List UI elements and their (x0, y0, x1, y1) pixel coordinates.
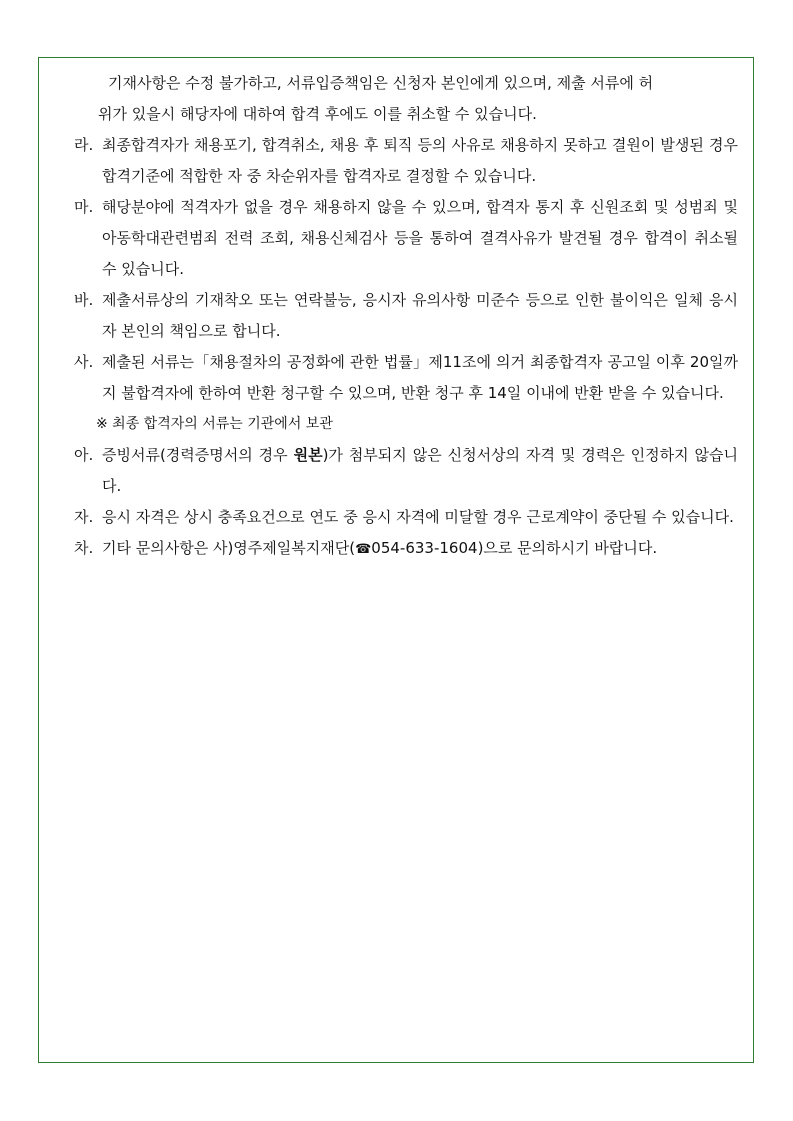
item-text-before: 증빙서류(경력증명서의 경우 (102, 446, 294, 464)
list-item-ra (74, 130, 738, 192)
phone-icon: ☎ (355, 542, 372, 557)
item-marker: 마. (74, 198, 94, 216)
intro-paragraph-cont (74, 99, 738, 130)
item-text-after: )으로 문의하시기 바랍니다. (477, 539, 658, 557)
item-text-before: 기타 문의사항은 사)영주제일복지재단( (102, 539, 356, 557)
note-text: ※ 최종 합격자의 서류는 기관에서 보관 (96, 416, 333, 432)
intro-paragraph (74, 68, 738, 99)
storage-note (74, 409, 738, 440)
item-marker: 라. (74, 136, 94, 154)
document-body (74, 68, 738, 565)
phone-number: 054-633-1604 (371, 539, 478, 557)
list-item-sa (74, 347, 738, 409)
list-item-ba (74, 285, 738, 347)
item-marker: 사. (74, 353, 94, 371)
list-item-ma (74, 192, 738, 285)
item-text-after: )가 첨부되지 않은 신청서상의 자격 및 경력은 인정하지 않습니다. (102, 446, 738, 495)
item-text: 해당분야에 적격자가 없을 경우 채용하지 않을 수 있으며, 합격자 통지 후 신원조회 및 성범죄 및 아동학대관련범죄 전력 조회, 채용신체검사 등을 통하여 결격사유가 발견될 경우 합격이 취소될 수 있습니다. (102, 198, 738, 278)
item-marker: 바. (74, 291, 94, 309)
intro-line-2: 위가 있을시 해당자에 대하여 합격 후에도 이를 취소할 수 있습니다. (98, 105, 537, 123)
intro-line-1: 기재사항은 수정 불가하고, 서류입증책임은 신청자 본인에게 있으며, 제출 서류에 허 (108, 74, 654, 92)
item-marker: 아. (74, 446, 94, 464)
item-text: 제출된 서류는「채용절차의 공정화에 관한 법률」제11조에 의거 최종합격자 공고일 이후 20일까지 불합격자에 한하여 반환 청구할 수 있으며, 반환 청구 후 14일 이내에 반환 받을 수 있습니다. (102, 353, 738, 402)
list-item-a (74, 440, 738, 502)
item-text: 응시 자격은 상시 충족요건으로 연도 중 응시 자격에 미달할 경우 근로계약이 중단될 수 있습니다. (102, 508, 734, 526)
item-marker: 차. (74, 539, 94, 557)
item-text: 제출서류상의 기재착오 또는 연락불능, 응시자 유의사항 미준수 등으로 인한 불이익은 일체 응시자 본인의 책임으로 합니다. (102, 291, 738, 340)
item-marker: 자. (74, 508, 94, 526)
original-emphasis: 원본 (293, 446, 323, 464)
item-text: 최종합격자가 채용포기, 합격취소, 채용 후 퇴직 등의 사유로 채용하지 못하고 결원이 발생된 경우 합격기준에 적합한 자 중 차순위자를 합격자로 결정할 수 있습니다. (102, 136, 738, 185)
list-item-cha (74, 533, 738, 565)
list-item-ja (74, 502, 738, 533)
